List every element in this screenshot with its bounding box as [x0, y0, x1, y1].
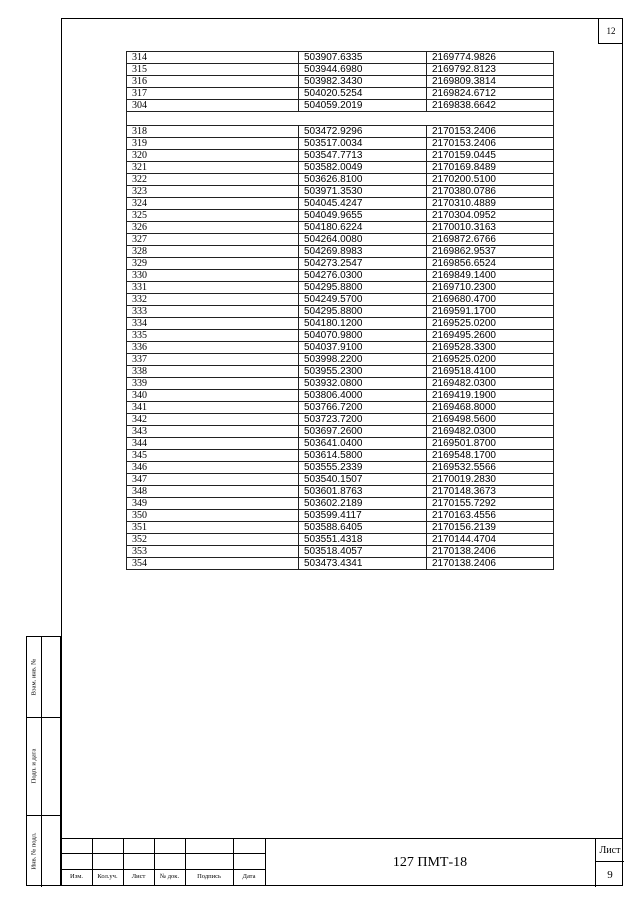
- table-row: [127, 150, 554, 162]
- coordinate-x: 503518.4057: [299, 546, 427, 558]
- coordinate-y: 2169501.8700: [427, 438, 554, 450]
- table-row: [127, 450, 554, 462]
- coordinate-x: 503588.6405: [299, 522, 427, 534]
- point-number: 329: [127, 258, 299, 270]
- coordinate-y: 2169856.6524: [427, 258, 554, 270]
- table-row: [127, 52, 554, 64]
- coordinate-y: 2169591.1700: [427, 306, 554, 318]
- coordinate-x: 503998.2200: [299, 354, 427, 366]
- stamp-caption-count: Кол.уч.: [97, 873, 118, 880]
- coordinate-y: 2170163.4556: [427, 510, 554, 522]
- coordinate-x: 504049.9655: [299, 210, 427, 222]
- coordinate-y: 2169809.3814: [427, 76, 554, 88]
- table-row: [127, 414, 554, 426]
- coordinate-y: 2169838.6642: [427, 100, 554, 112]
- table-row: [127, 486, 554, 498]
- table-row: [127, 438, 554, 450]
- stamp-caption-sheet: Лист: [131, 873, 146, 880]
- coordinate-x: 503540.1507: [299, 474, 427, 486]
- sheet-label: Лист: [599, 845, 621, 856]
- table-row: [127, 390, 554, 402]
- table-row: [127, 270, 554, 282]
- table-row: [127, 426, 554, 438]
- coordinate-x: 504059.2019: [299, 100, 427, 112]
- coordinate-x: 504276.0300: [299, 270, 427, 282]
- point-number: 337: [127, 354, 299, 366]
- coordinate-x: 503766.7200: [299, 402, 427, 414]
- stamp-caption-signature: Подпись: [197, 873, 221, 880]
- coordinate-x: 503547.7713: [299, 150, 427, 162]
- table-row: [127, 558, 554, 570]
- sidebar-label-signature-date: Подп. и дата: [30, 748, 38, 784]
- coordinate-x: 504180.6224: [299, 222, 427, 234]
- point-number: 341: [127, 402, 299, 414]
- coordinate-y: 2169774.9826: [427, 52, 554, 64]
- coordinate-x: 504264.0080: [299, 234, 427, 246]
- coordinate-y: 2169525.0200: [427, 318, 554, 330]
- point-number: 325: [127, 210, 299, 222]
- coordinate-y: 2170153.2406: [427, 138, 554, 150]
- point-number: 353: [127, 546, 299, 558]
- table-row: [127, 354, 554, 366]
- point-number: 321: [127, 162, 299, 174]
- point-number: 322: [127, 174, 299, 186]
- coordinate-y: 2169495.2600: [427, 330, 554, 342]
- coordinate-y: 2170155.7292: [427, 498, 554, 510]
- table-row: [127, 138, 554, 150]
- table-row: [127, 474, 554, 486]
- point-number: 331: [127, 282, 299, 294]
- coordinate-y: 2169525.0200: [427, 354, 554, 366]
- point-number: 343: [127, 426, 299, 438]
- coordinate-y: 2170380.0786: [427, 186, 554, 198]
- sidebar-label-original-inv: Инв. № подл.: [30, 832, 38, 870]
- coordinate-y: 2169498.5600: [427, 414, 554, 426]
- coordinate-x: 504045.4247: [299, 198, 427, 210]
- coordinate-y: 2169792.8123: [427, 64, 554, 76]
- point-number: 335: [127, 330, 299, 342]
- coordinate-x: 504269.8983: [299, 246, 427, 258]
- coordinate-x: 504020.5254: [299, 88, 427, 100]
- point-number: 330: [127, 270, 299, 282]
- point-number: 348: [127, 486, 299, 498]
- point-number: 352: [127, 534, 299, 546]
- point-number: 345: [127, 450, 299, 462]
- table-row: [127, 174, 554, 186]
- coordinate-x: 504180.1200: [299, 318, 427, 330]
- point-number: 338: [127, 366, 299, 378]
- table-row: [127, 88, 554, 100]
- coordinate-x: 503806.4000: [299, 390, 427, 402]
- sidebar-row-signature-date: [27, 717, 60, 816]
- coordinates-table: [126, 51, 554, 570]
- point-number: 334: [127, 318, 299, 330]
- point-number: 324: [127, 198, 299, 210]
- coordinate-x: 503641.0400: [299, 438, 427, 450]
- table-row: [127, 318, 554, 330]
- coordinate-x: 503907.6335: [299, 52, 427, 64]
- table-row: [127, 222, 554, 234]
- point-number: 318: [127, 126, 299, 138]
- coordinate-y: 2170148.3673: [427, 486, 554, 498]
- point-number: 351: [127, 522, 299, 534]
- coordinate-y: 2169548.1700: [427, 450, 554, 462]
- table-row: [127, 64, 554, 76]
- table-row: [127, 366, 554, 378]
- coordinate-x: 504070.9800: [299, 330, 427, 342]
- coordinate-y: 2170019.2830: [427, 474, 554, 486]
- table-row: [127, 510, 554, 522]
- point-number: 354: [127, 558, 299, 570]
- table-row: [127, 402, 554, 414]
- coordinate-x: 503472.9296: [299, 126, 427, 138]
- coordinate-x: 503614.5800: [299, 450, 427, 462]
- coordinate-y: 2169872.6766: [427, 234, 554, 246]
- table-row: [127, 462, 554, 474]
- point-number: 350: [127, 510, 299, 522]
- coordinate-y: 2169824.6712: [427, 88, 554, 100]
- point-number: 346: [127, 462, 299, 474]
- sidebar-row-original-inv: [27, 815, 60, 887]
- sidebar-row-replaced-inv: [27, 637, 60, 718]
- stamp-caption-doc-no: № док.: [159, 873, 180, 880]
- coordinate-x: 503473.4341: [299, 558, 427, 570]
- point-number: 339: [127, 378, 299, 390]
- coordinate-y: 2170153.2406: [427, 126, 554, 138]
- sheet-box: [595, 839, 624, 887]
- table-row: [127, 306, 554, 318]
- coordinate-x: 504273.2547: [299, 258, 427, 270]
- point-number: 316: [127, 76, 299, 88]
- coordinate-y: 2170310.4889: [427, 198, 554, 210]
- table-row: [127, 330, 554, 342]
- point-number: 315: [127, 64, 299, 76]
- point-number: 332: [127, 294, 299, 306]
- table-row: [127, 126, 554, 138]
- coordinate-x: 503944.6980: [299, 64, 427, 76]
- coordinate-y: 2170159.0445: [427, 150, 554, 162]
- coordinate-y: 2169680.4700: [427, 294, 554, 306]
- coordinate-x: 504249.5700: [299, 294, 427, 306]
- coordinate-y: 2169468.8000: [427, 402, 554, 414]
- point-number: 326: [127, 222, 299, 234]
- coordinate-x: 503971.3530: [299, 186, 427, 198]
- table-row: [127, 234, 554, 246]
- table-row: [127, 534, 554, 546]
- point-number: 328: [127, 246, 299, 258]
- coordinate-x: 503551.4318: [299, 534, 427, 546]
- coordinate-x: 503602.2189: [299, 498, 427, 510]
- table-row: [127, 198, 554, 210]
- sidebar-label-replaced-inv: Взам. инв. №: [30, 658, 38, 696]
- coordinate-x: 503599.4117: [299, 510, 427, 522]
- page-number: 12: [598, 18, 623, 44]
- title-block: [61, 838, 623, 886]
- table-row: [127, 186, 554, 198]
- table-row: [127, 258, 554, 270]
- coordinate-y: 2169862.9537: [427, 246, 554, 258]
- coordinate-x: 503601.8763: [299, 486, 427, 498]
- point-number: 323: [127, 186, 299, 198]
- coordinate-x: 503626.8100: [299, 174, 427, 186]
- sheet-number: 9: [596, 861, 624, 888]
- document-code: 127 ПМТ-18: [392, 855, 468, 870]
- point-number: 347: [127, 474, 299, 486]
- coordinate-y: 2170144.4704: [427, 534, 554, 546]
- coordinate-x: 503555.2339: [299, 462, 427, 474]
- table-row: [127, 378, 554, 390]
- coordinate-y: 2170169.8489: [427, 162, 554, 174]
- table-row: [127, 294, 554, 306]
- coordinate-x: 504037.9100: [299, 342, 427, 354]
- stamp-caption-date: Дата: [242, 873, 256, 880]
- coordinate-y: 2170304.0952: [427, 210, 554, 222]
- table-row: [127, 210, 554, 222]
- coordinate-y: 2169482.0300: [427, 378, 554, 390]
- table-separator-row: [127, 112, 554, 126]
- point-number: 327: [127, 234, 299, 246]
- coordinate-x: 503723.7200: [299, 414, 427, 426]
- coordinate-y: 2170138.2406: [427, 546, 554, 558]
- coordinate-y: 2169518.4100: [427, 366, 554, 378]
- table-row: [127, 100, 554, 112]
- table-row: [127, 76, 554, 88]
- table-row: [127, 282, 554, 294]
- point-number: 349: [127, 498, 299, 510]
- coordinate-x: 503697.2600: [299, 426, 427, 438]
- point-number: 342: [127, 414, 299, 426]
- point-number: 314: [127, 52, 299, 64]
- coordinate-x: 503955.2300: [299, 366, 427, 378]
- coordinate-y: 2169532.5566: [427, 462, 554, 474]
- table-row: [127, 246, 554, 258]
- left-side-stamp: [26, 636, 61, 886]
- table-row: [127, 498, 554, 510]
- coordinate-y: 2169710.2300: [427, 282, 554, 294]
- stamp-caption-change: Изм.: [70, 873, 83, 880]
- point-number: 336: [127, 342, 299, 354]
- coordinate-y: 2169419.1900: [427, 390, 554, 402]
- coordinate-y: 2170010.3163: [427, 222, 554, 234]
- table-row: [127, 162, 554, 174]
- point-number: 319: [127, 138, 299, 150]
- coordinate-y: 2169849.1400: [427, 270, 554, 282]
- coordinate-y: 2169528.3300: [427, 342, 554, 354]
- table-row: [127, 522, 554, 534]
- coordinate-y: 2170156.2139: [427, 522, 554, 534]
- coordinate-x: 503517.0034: [299, 138, 427, 150]
- coordinate-x: 503982.3430: [299, 76, 427, 88]
- point-number: 320: [127, 150, 299, 162]
- table-row: [127, 342, 554, 354]
- coordinate-x: 503932.0800: [299, 378, 427, 390]
- coordinate-y: 2170200.5100: [427, 174, 554, 186]
- coordinate-y: 2170138.2406: [427, 558, 554, 570]
- point-number: 340: [127, 390, 299, 402]
- table-row: [127, 546, 554, 558]
- separator-cell: [127, 112, 554, 126]
- coordinate-x: 504295.8800: [299, 282, 427, 294]
- coordinate-x: 503582.0049: [299, 162, 427, 174]
- coordinate-y: 2169482.0300: [427, 426, 554, 438]
- point-number: 317: [127, 88, 299, 100]
- point-number: 344: [127, 438, 299, 450]
- point-number: 304: [127, 100, 299, 112]
- point-number: 333: [127, 306, 299, 318]
- coordinate-x: 504295.8800: [299, 306, 427, 318]
